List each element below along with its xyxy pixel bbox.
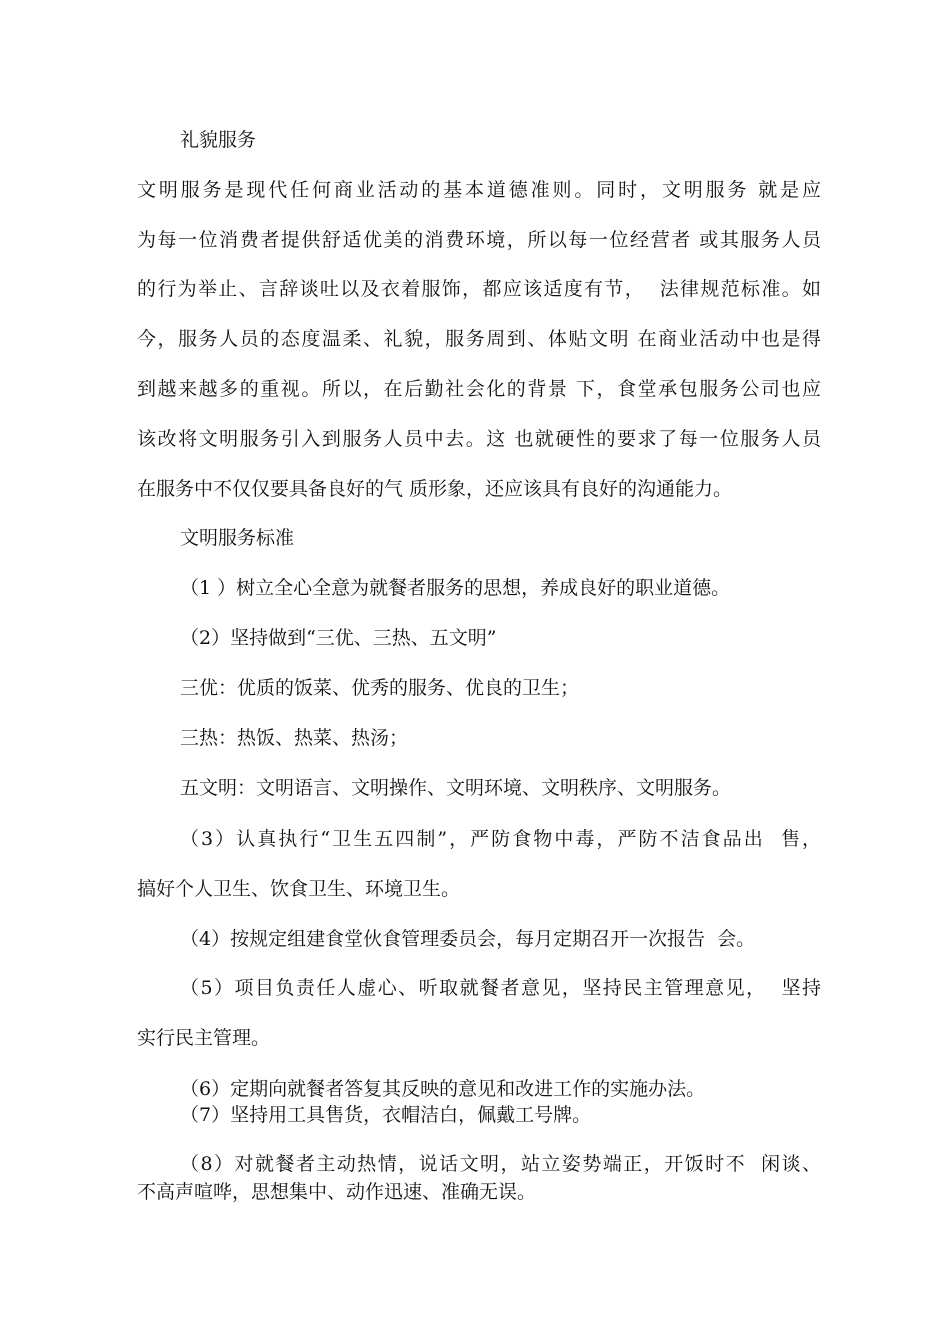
intro-line-7: 在服务中不仅仅要具备良好的气 质形象，还应该具有良好的沟通能力。 [137, 478, 733, 500]
standard-item-1: （1 ）树立全心全意为就餐者服务的思想，养成良好的职业道德。 [180, 577, 731, 599]
sub-item-sanyou: 三优：优质的饭菜、优秀的服务、优良的卫生； [180, 677, 580, 699]
intro-line-1: 文明服务是现代任何商业活动的基本道德准则。同时，文明服务 就是应 [137, 179, 821, 201]
standard-item-4: （4）按规定组建食堂伙食管理委员会，每月定期召开一次报告 会。 [180, 928, 756, 950]
intro-line-4: 今，服务人员的态度温柔、礼貌，服务周到、体贴文明 在商业活动中也是得 [137, 328, 821, 350]
standard-item-8-line-2: 不高声喧哗，思想集中、动作迅速、准确无误。 [137, 1181, 537, 1203]
standard-item-5-line-2: 实行民主管理。 [137, 1027, 271, 1049]
standard-item-6: （6）定期向就餐者答复其反映的意见和改进工作的实施办法。 [180, 1078, 706, 1100]
standard-item-3-line-2: 搞好个人卫生、饮食卫生、环境卫生。 [137, 878, 461, 900]
intro-line-6: 该改将文明服务引入到服务人员中去。这 也就硬性的要求了每一位服务人员 [137, 428, 821, 450]
standard-item-3-line-1: （3）认真执行“卫生五四制”，严防食物中毒，严防不洁食品出 售， [180, 828, 821, 850]
standard-item-8-line-1: （8）对就餐者主动热情，说话文明，站立姿势端正，开饭时不 闲谈、 [180, 1153, 821, 1175]
intro-line-5: 到越来越多的重视。所以，在后勤社会化的背景 下，食堂承包服务公司也应 [137, 378, 821, 400]
standard-item-7: （7）坚持用工具售货，衣帽洁白，佩戴工号牌。 [180, 1104, 592, 1126]
intro-line-3: 的行为举止、言辞谈吐以及衣着服饰，都应该适度有节， 法律规范标准。如 [137, 278, 821, 300]
standard-item-2: （2）坚持做到“三优、三热、五文明” [180, 627, 497, 649]
section-title-standards: 文明服务标准 [180, 527, 295, 549]
sub-item-wuwenming: 五文明：文明语言、文明操作、文明环境、文明秩序、文明服务。 [180, 777, 732, 799]
sub-item-sanre: 三热：热饭、热菜、热汤； [180, 727, 409, 749]
standard-item-5-line-1: （5）项目负责任人虚心、听取就餐者意见，坚持民主管理意见， 坚持 [180, 977, 821, 999]
section-title-courtesy-service: 礼貌服务 [180, 129, 257, 151]
intro-line-2: 为每一位消费者提供舒适优美的消费环境，所以每一位经营者 或其服务人员 [137, 229, 821, 251]
